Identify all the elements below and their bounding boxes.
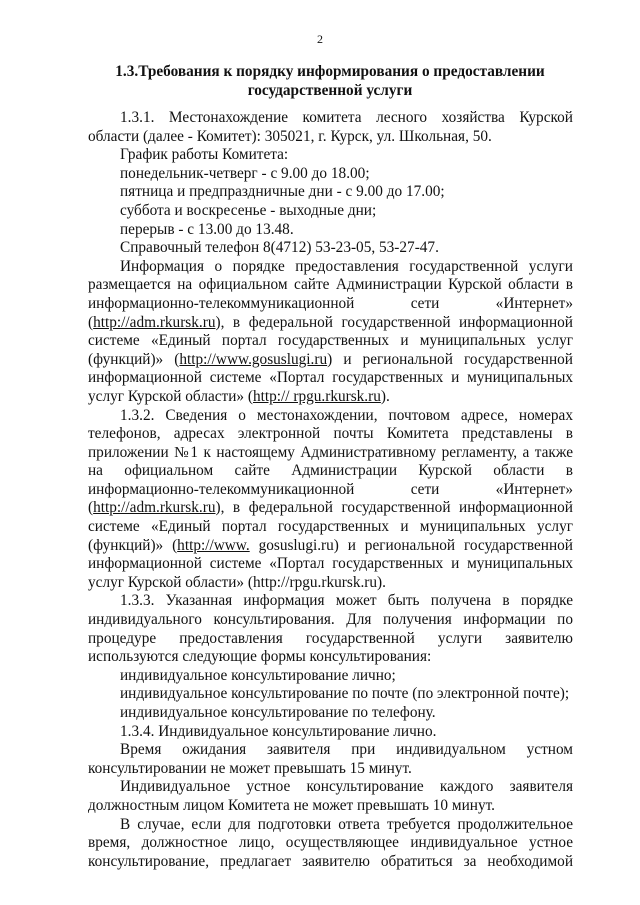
paragraph-info-placement xyxy=(88,258,573,407)
link-adm-rkursk[interactable]: http://adm.rkursk.ru xyxy=(93,313,216,331)
schedule-break: перерыв - с 13.00 до 13.48. xyxy=(120,220,294,238)
schedule-phone: Справочный телефон 8(4712) 53-23-05, 53-27-47. xyxy=(120,239,439,257)
schedule-mon-thu: понедельник-четверг - с 9.00 до 18.00; xyxy=(120,164,370,182)
p3-text-2: ), в федеральной государственной информационной системе «Единый портал государственных и муниципальных услуг (функций)» ( xyxy=(88,499,573,554)
link-gosuslugi[interactable]: http://www.gosuslugi.ru xyxy=(179,350,328,368)
consulting-form-in-person: индивидуальное консультирование лично; xyxy=(120,666,396,684)
section-heading-line-2: государственной услуги xyxy=(247,82,413,99)
consulting-form-phone: индивидуальное консультирование по телефону. xyxy=(120,704,436,721)
link-gosuslugi-2[interactable]: http://www. xyxy=(177,536,250,554)
link-rpgu[interactable]: http:// rpgu.rkursk.ru xyxy=(252,387,381,405)
paragraph-contacts xyxy=(88,407,573,593)
section-heading xyxy=(80,62,580,100)
p2-text-4: ). xyxy=(380,387,390,405)
paragraph-in-person-title: 1.3.4. Индивидуальное консультирование лично. xyxy=(120,722,437,740)
p3-text-3: gosuslugi.ru) и региональной государственной информационной системе «Портал государственных и муниципальных услуг Курской области» (http://rpgu.rkursk.ru). xyxy=(88,536,573,591)
page-number: 2 xyxy=(317,32,323,46)
link-adm-rkursk-2[interactable]: http://adm.rkursk.ru xyxy=(93,499,216,517)
p2-text-1: Информация о порядке предоставления государственной услуги размещается на официальном сайте Администрации Курской области в информационно-телекоммуникационной сети «Интернет» ( xyxy=(88,257,573,331)
paragraph-location: 1.3.1. Местонахождение комитета лесного хозяйства Курской области (далее - Комитет): 305021, г. Курск, ул. Школьная, 50. xyxy=(88,109,573,145)
consulting-form-mail: индивидуальное консультирование по почте (по электронной почте); xyxy=(120,685,570,703)
paragraph-long-answer: В случае, если для подготовки ответа требуется продолжительное время, должностное лицо, осуществляющее индивидуальное устное консультирование, предлагает заявителю обратиться за необходимой xyxy=(88,815,573,870)
paragraph-consulting: 1.3.3. Указанная информация может быть получена в порядке индивидуального консультирования. Для получения информации по процедуре предоставления государственной услуги заявителю используются следующие формы консультирования: xyxy=(88,592,573,666)
p3-text-1: 1.3.2. Сведения о местонахождении, почтовом адресе, номерах телефонов, адресах электронной почты Комитета представлены в приложении №1 к настоящему Административному регламенту, а также на официальном сайте Администрации Курской области в информационно-телекоммуникационной сети «Интернет» ( xyxy=(88,406,573,517)
document-body xyxy=(88,109,573,871)
paragraph-wait-time: Время ожидания заявителя при индивидуальном устном консультировании не может превышать 15 минут. xyxy=(88,741,573,777)
section-heading-line-1: 1.3.Требования к порядку информирования о предоставлении xyxy=(115,63,545,80)
schedule-fri: пятница и предпраздничные дни - с 9.00 до 17.00; xyxy=(120,183,445,201)
paragraph-consult-duration: Индивидуальное устное консультирование каждого заявителя должностным лицом Комитета не может превышать 10 минут. xyxy=(88,778,573,814)
schedule-weekend: суббота и воскресенье - выходные дни; xyxy=(120,201,377,219)
p2-text-3: ) и региональной государственной информационной системе «Портал государственных и муниципальных услуг Курской области» ( xyxy=(88,350,573,405)
schedule-title: График работы Комитета: xyxy=(120,146,289,164)
p2-text-2: ), в федеральной государственной информационной системе «Единый портал государственных и муниципальных услуг (функций)» ( xyxy=(88,313,573,368)
